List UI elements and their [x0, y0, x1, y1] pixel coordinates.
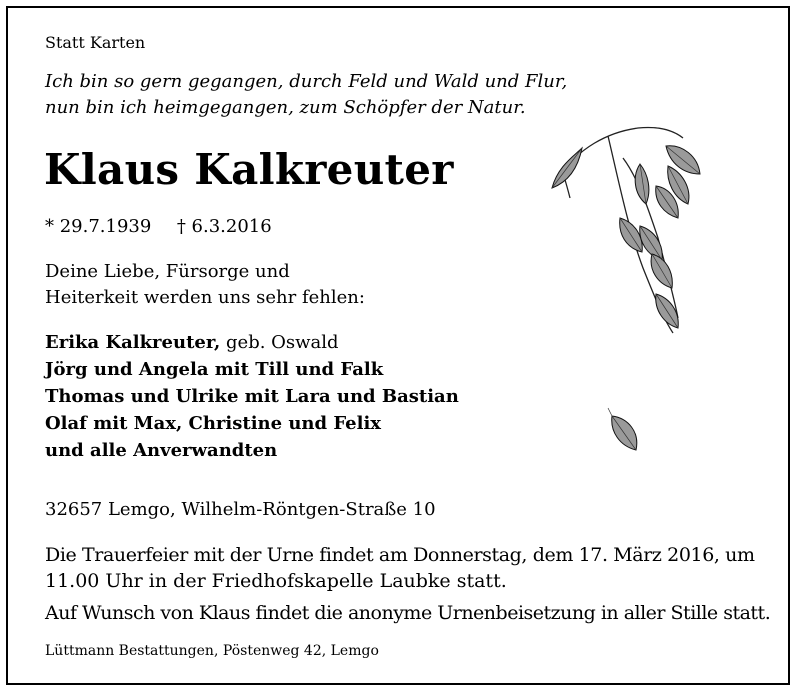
mourners-list [45, 329, 459, 464]
deceased-name: Klaus Kalkreuter [44, 145, 454, 194]
poem-line-1: Ich bin so gern gegangen, durch Feld und Wald und Flur, [45, 71, 568, 92]
life-dates [45, 216, 272, 237]
birch-branch-illustration [548, 118, 708, 478]
poem [45, 69, 567, 121]
funeral-line-1: Die Trauerfeier mit der Urne findet am Donnerstag, dem 17. März 2016, um [45, 544, 755, 566]
poem-line-2: nun bin ich heimgegangen, zum Schöpfer der Natur. [45, 97, 526, 118]
mourner-widow-maiden: geb. Oswald [220, 332, 339, 353]
mourner-line-5: und alle Anverwandten [45, 440, 278, 461]
death-date: † 6.3.2016 [176, 216, 272, 237]
mourner-line-2: Jörg und Angela mit Till und Falk [45, 359, 384, 380]
address: 32657 Lemgo, Wilhelm-Röntgen-Straße 10 [45, 499, 436, 520]
message [45, 259, 365, 311]
message-line-2: Heiterkeit werden uns sehr fehlen: [45, 287, 365, 308]
mourner-line-3: Thomas und Ulrike mit Lara und Bastian [45, 386, 459, 407]
mourner-line-4: Olaf mit Max, Christine und Felix [45, 413, 382, 434]
funeral-info [45, 542, 775, 626]
mourner-line-1 [45, 329, 459, 356]
mourner-widow: Erika Kalkreuter, [45, 332, 221, 353]
birth-date: * 29.7.1939 [45, 216, 152, 237]
statt-karten-label: Statt Karten [45, 33, 146, 52]
funeral-line-3: Auf Wunsch von Klaus findet die anonyme Urnenbeisetzung in aller Stille statt. [45, 602, 771, 624]
message-line-1: Deine Liebe, Fürsorge und [45, 261, 290, 282]
undertaker: Lüttmann Bestattungen, Pöstenweg 42, Lemgo [45, 643, 379, 659]
funeral-line-2: 11.00 Uhr in der Friedhofskapelle Laubke statt. [45, 570, 507, 592]
